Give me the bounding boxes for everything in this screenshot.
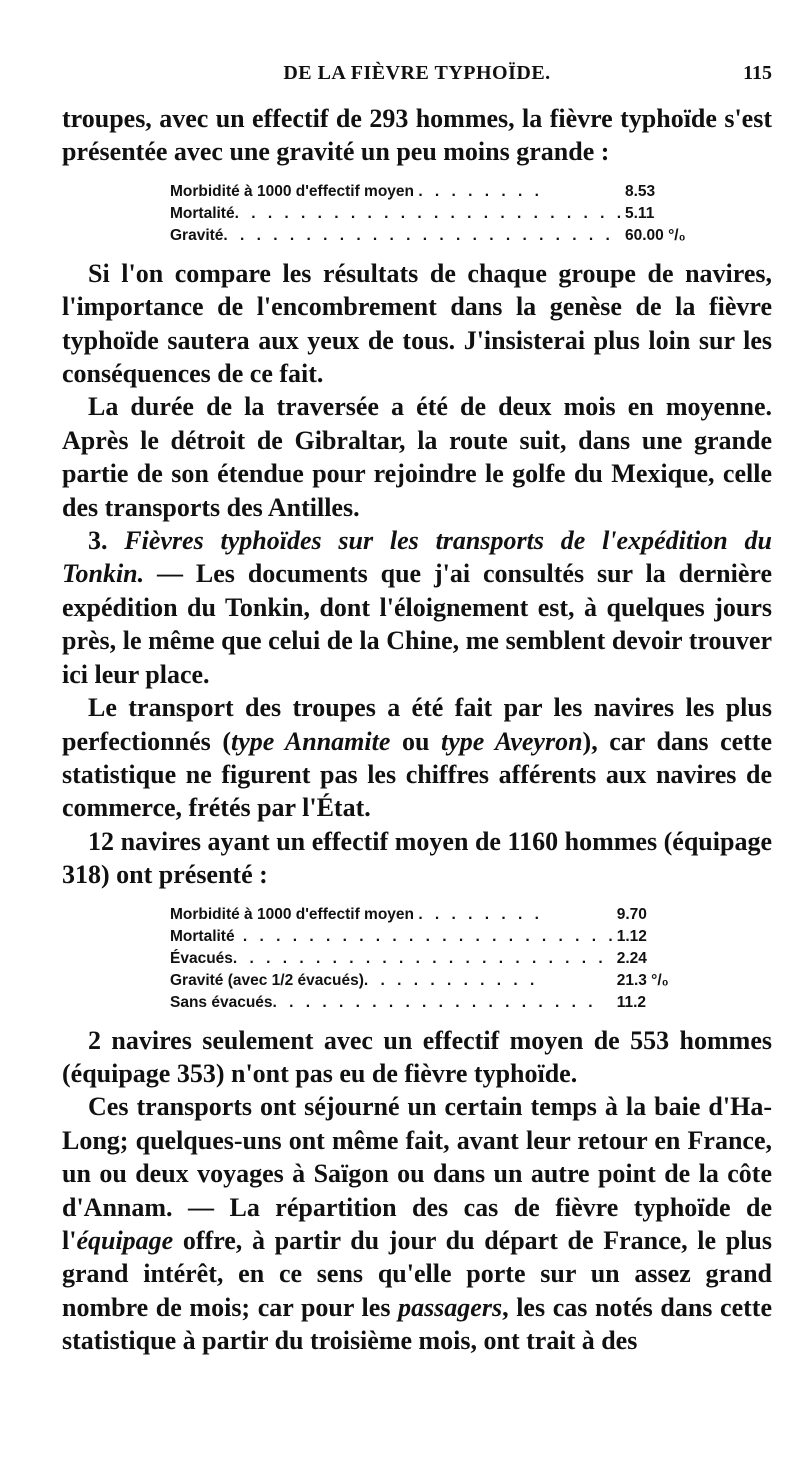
row-value: 21.3 °/₀: [616, 971, 669, 989]
row-label: Sans évacués: [170, 993, 273, 1011]
table-row: Mortalité . . . . . . . . . . . . . . . . . . . . . . . 1.12: [170, 924, 707, 946]
row-label: Morbidité à 1000 d'effectif moyen: [170, 182, 414, 200]
row-label: Évacués: [170, 949, 233, 967]
row-value: 5.11: [625, 204, 655, 222]
row-value: 1.12: [616, 927, 647, 945]
section-number: 3.: [88, 526, 108, 556]
running-header: [62, 62, 772, 92]
row-value: 9.70: [616, 905, 647, 923]
table-row: Mortalité. . . . . . . . . . . . . . . . . . . . . . . . 5.11: [170, 201, 715, 223]
row-label: Morbidité à 1000 d'effectif moyen: [170, 905, 414, 923]
paragraph: troupes, avec un effectif de 293 hommes, la fièvre typhoïde s'est présentée avec une gravité un peu moins grande :: [62, 104, 772, 167]
paragraph: Si l'on compare les résultats de chaque groupe de navires, l'importance de l'encombrement dans la genèse de la fièvre typhoïde sautera aux yeux de tous. J'insisterai plus loin sur les conséquences de ce fait.: [62, 258, 772, 389]
running-title: DE LA FIÈVRE TYPHOÏDE.: [283, 62, 551, 84]
table-row: Gravité. . . . . . . . . . . . . . . . . . . . . . . . 60.00 °/₀: [170, 223, 715, 245]
row-label: Gravité (avec 1/2 évacués): [170, 971, 364, 989]
paragraph: 2 navires seulement avec un effectif moyen de 553 hommes (équipage 353) n'ont pas eu de fièvre typhoïde.: [62, 1025, 772, 1088]
page-number: 115: [743, 62, 772, 84]
paragraph: 12 navires ayant un effectif moyen de 1160 hommes (équipage 318) ont présenté :: [62, 826, 772, 890]
table-row: Évacués. . . . . . . . . . . . . . . . . . . . . . . 2.24: [170, 946, 707, 968]
table-row: Morbidité à 1000 d'effectif moyen . . . . . . . . 9.70: [170, 902, 707, 924]
paragraph: Ces transports ont séjourné un certain temps à la baie d'Ha-Long; quelques-uns ont même fait, avant leur retour en France, un ou deux voyages à Saïgon ou dans un autre point de la côte d'Annam. — La répartition des cas de fièvre typhoïde de l'équipage offre, à partir du jour du départ de France, le plus grand intérêt, en ce sens qu'elle porte sur un assez grand nombre de mois; car pour les passagers, les cas notés dans cette statistique à partir du troisième mois, ont trait à des: [62, 1092, 772, 1356]
page-body: [62, 102, 772, 1358]
section-title: Fièvres typhoïdes sur les transports de l'expédition du Tonkin.: [62, 526, 772, 589]
row-value: 60.00 °/₀: [625, 226, 686, 244]
paragraph: 3. Fièvres typhoïdes sur les transports de l'expédition du Tonkin. — Les documents que j'ai consultés sur la dernière expédition du Tonkin, dont l'éloignement est, à quelques jours près, le même que celui de la Chine, me semblent devoir trouver ici leur place.: [62, 526, 772, 689]
table-row: Sans évacués. . . . . . . . . . . . . . . . . . . . 11.2: [170, 990, 707, 1012]
row-label: Gravité: [170, 226, 224, 244]
table-row: Morbidité à 1000 d'effectif moyen . . . . . . . . 8.53: [170, 179, 715, 201]
row-value: 2.24: [616, 949, 647, 967]
paragraph: Le transport des troupes a été fait par les navires les plus perfectionnés (type Annamite ou type Aveyron), car dans cette statistique ne figurent pas les chiffres afférents aux navires de commerce, frétés par l'État.: [62, 693, 773, 823]
stats-table-1: [170, 179, 715, 245]
paragraph: La durée de la traversée a été de deux mois en moyenne. Après le détroit de Gibraltar, la route suit, dans une grande partie de son étendue pour rejoindre le golfe du Mexique, celle des transports des Antilles.: [62, 392, 772, 522]
stats-table-2: [170, 902, 707, 1012]
table-row: Gravité (avec 1/2 évacués). . . . . . . . . . . 21.3 °/₀: [170, 968, 707, 990]
row-label: Mortalité: [170, 204, 235, 222]
row-label: Mortalité: [170, 927, 235, 945]
row-value: 8.53: [625, 182, 656, 200]
row-value: 11.2: [616, 993, 647, 1011]
